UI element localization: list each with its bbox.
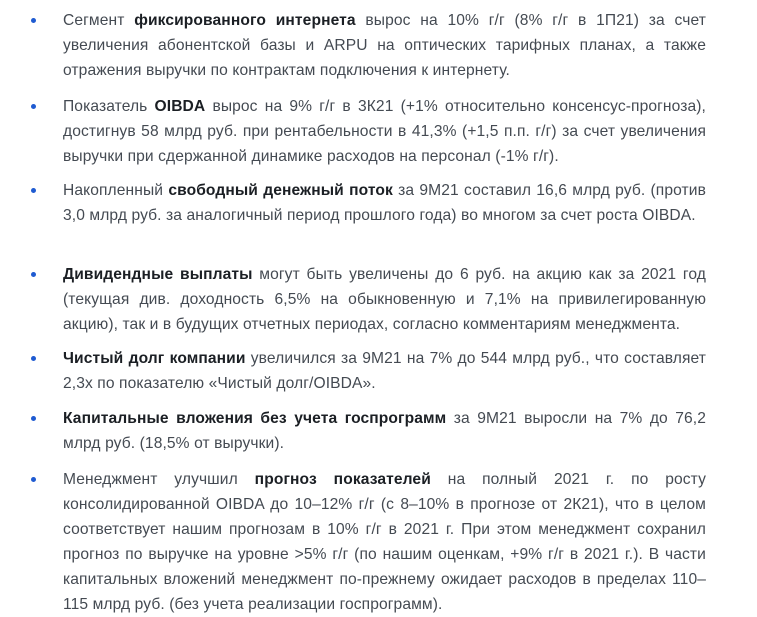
bullet-text: Показатель OIBDA вырос на 9% г/г в 3К21 (+1% относительно консенсус-прогноза), достигнув 58 млрд руб. при рентабельности в 41,3% (+1,5 п.п. г/г) за счет увеличения выручки при сдержанной динамике расходов на персонал (-1% г/г).: [63, 98, 706, 165]
bullet-dot-icon: [31, 272, 36, 277]
bullet-dot-icon: [31, 477, 36, 482]
bullet-dot-icon: [31, 104, 36, 109]
bullet-dot-icon: [31, 416, 36, 421]
bullet-dot-icon: [31, 188, 36, 193]
bullet-text: Чистый долг компании увеличился за 9М21 на 7% до 544 млрд руб., что составляет 2,3х по показателю «Чистый долг/OIBDA».: [63, 350, 706, 392]
bullet-text: Капитальные вложения без учета госпрограмм за 9М21 выросли на 7% до 76,2 млрд руб. (18,5% от выручки).: [63, 410, 706, 452]
bullet-text: Сегмент фиксированного интернета вырос на 10% г/г (8% г/г в 1П21) за счет увеличения абонентской базы и ARPU на оптических тарифных планах, а также отражения выручки по контрактам подключения к интернету.: [63, 12, 706, 79]
bullet-text: Менеджмент улучшил прогноз показателей на полный 2021 г. по росту консолидированной OIBDA до 10–12% г/г (с 8–10% в прогнозе от 2К21), что в целом соответствует нашим прогнозам в 10% г/г в 2021 г. При этом менеджмент сохранил прогноз по выручке на уровне >5% г/г (по нашим оценкам, +9% г/г в 2021 г.). В части капитальных вложений менеджмент по-прежнему ожидает расходов в пределах 110–115 млрд руб. (без учета реализации госпрограмм).: [63, 471, 706, 613]
bullet-text: Дивидендные выплаты могут быть увеличены до 6 руб. на акцию как за 2021 год (текущая див. доходность 6,5% на обыкновенную и 7,1% на привилегированную акцию), так и в будущих отчетных периодах, согласно комментариям менеджмента.: [63, 266, 706, 333]
bullet-dot-icon: [31, 356, 36, 361]
bullet-text: Накопленный свободный денежный поток за 9М21 составил 16,6 млрд руб. (против 3,0 млрд руб. за аналогичный период прошлого года) во многом за счет роста OIBDA.: [63, 182, 706, 224]
bullet-dot-icon: [31, 18, 36, 23]
